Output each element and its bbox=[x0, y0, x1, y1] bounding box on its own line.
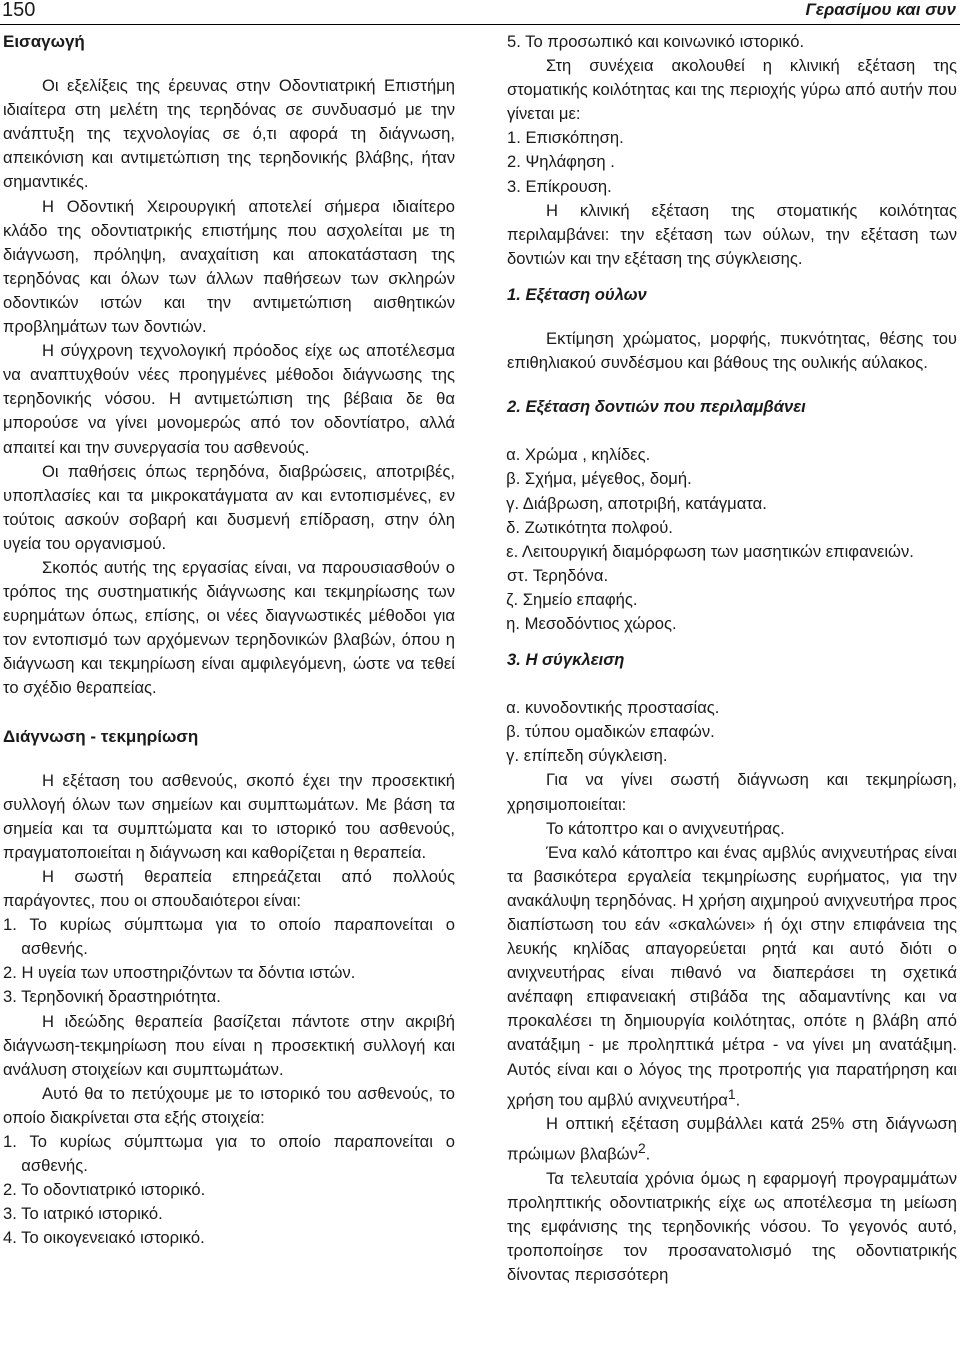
list-item: β. τύπου ομαδικών επαφών. bbox=[506, 722, 715, 742]
diagnosis-paragraph: Η σωστή θεραπεία επηρεάζεται από πολλούς παράγοντες, που οι σπουδαιότεροι είναι: bbox=[3, 867, 455, 911]
intro-heading: Εισαγωγή bbox=[3, 32, 85, 51]
recent-paragraph: Τα τελευταία χρόνια όμως η εφαρμογή προγραμμάτων προληπτικής οδοντιατρικής είχε ως αποτέλεσμα τη μείωση της εμφάνισης της τερηδονικής νόσου. Το γεγονός αυτό, τροποποίησε τον προσανατολισμό της οδοντιατρικής δίνοντας περισσότερη bbox=[507, 1169, 957, 1285]
intro-paragraph: Η Οδοντική Χειρουργική αποτελεί σήμερα ιδιαίτερο κλάδο της οδοντιατρικής επιστήμης που ασχολείται με τη διάγνωση, πρόληψη, αναχαίτιση και αποκατάσταση της τερηδόνας και όλων των άλλων παθήσεων των σκληρών οδοντικών ιστών και την αντιμετώπιση αισθητικών προβλημάτων των δοντιών. bbox=[3, 196, 455, 337]
mirror-text: Ένα καλό κάτοπτρο και ένας αμβλύς ανιχνευτήρας είναι τα βασικότερα εργαλεία τεκμηρίωσης ευρήματος, για την ανακάλυψη τερηδόνας. Η χρήση αιχμηρού ανιχνευτήρα προς διαπίστωση του εάν «σκαλώνει» ή όχι στην επιφάνεια της λευκής κηλίδας απαγορεύεται ρητά και αυτό διότι ο ανιχνευτήρας είναι πιθανό να διαπεράσει τη σχετικά ανέπαφη επιφανειακή στιβάδα της αδαμαντίνης και να προκαλέσει τη δημιουργία κοιλότητας, οπότε η βλάβη από ανατάξιμη - με προληπτικά μέτρα - να γίνει μη ανατάξιμη. Αυτός είναι και ο λόγος της προτροπής για παρατήρηση και χρήση του αμβλύ ανιχνευτήρα bbox=[507, 842, 957, 1110]
list-item: 5. Το προσωπικό και κοινωνικό ιστορικό. bbox=[507, 32, 805, 51]
list-item: 4. Το οικογενειακό ιστορικό. bbox=[3, 1228, 205, 1248]
list-item: 2. Το οδοντιατρικό ιστορικό. bbox=[3, 1180, 206, 1200]
intro-paragraph: Οι εξελίξεις της έρευνας στην Οδοντιατρική Επιστήμη ιδιαίτερα στη μελέτη της τερηδόνας σε συνδυασμό με την ανάπτυξη της τεχνολογίας σε ό,τι αφορά τη διάγνωση, απεικόνιση και αντιμετώπιση της τερηδονικής βλάβης, ήταν σημαντικές. bbox=[3, 76, 455, 192]
list-item: α. κυνοδοντικής προστασίας. bbox=[506, 698, 720, 718]
gums-paragraph: Εκτίμηση χρώματος, μορφής, πυκνότητας, θέσης του επιθηλιακού συνδέσμου και βάθους της ουλικής αύλακος. bbox=[507, 329, 957, 373]
diagnosis-heading: Διάγνωση - τεκμηρίωση bbox=[3, 726, 199, 746]
diagnosis-paragraph: Αυτό θα το πετύχουμε με το ιστορικό του ασθενούς, το οποίο διακρίνεται στα εξής στοιχεία: bbox=[3, 1083, 455, 1127]
list-item: η. Μεσοδόντιος χώρος. bbox=[506, 613, 677, 633]
list-item: δ. Ζωτικότητα πολφού. bbox=[506, 517, 673, 537]
list-item: 3. Τερηδονική δραστηριότητα. bbox=[3, 987, 221, 1007]
list-item: 1. Επισκόπηση. bbox=[507, 128, 624, 148]
list-item: 1. Το κυρίως σύμπτωμα για το οποίο παραπονείται ο ασθενής. bbox=[3, 915, 455, 959]
right-column bbox=[507, 30, 957, 1287]
list-item: 2. Ψηλάφηση . bbox=[507, 152, 615, 172]
tools-line: Το κάτοπτρο και ο ανιχνευτήρας. bbox=[546, 818, 785, 838]
occlusion-heading: 3. Η σύγκλειση bbox=[507, 650, 625, 670]
list-item: α. Χρώμα , κηλίδες. bbox=[506, 445, 651, 465]
diagnosis-paragraph: Η εξέταση του ασθενούς, σκοπό έχει την προσεκτική συλλογή όλων των σημείων και συμπτωμάτων. Με βάση τα σημεία και τα συμπτώματα και το ιστορικό του ασθενούς, πραγματοποιείται η διάγνωση και καθορίζεται η θεραπεία. bbox=[3, 770, 455, 862]
list-item: 2. Η υγεία των υποστηριζόντων τα δόντια ιστών. bbox=[3, 963, 356, 983]
visual-paragraph: Η οπτική εξέταση συμβάλλει κατά 25% στη διάγνωση πρώιμων βλαβών$^2$. bbox=[507, 1114, 957, 1164]
diagnosis-paragraph: Η ιδεώδης θεραπεία βασίζεται πάντοτε στην ακριβή διάγνωση-τεκμηρίωση που είναι η προσεκτική συλλογή και ανάλυση στοιχείων και συμπτωμάτων. bbox=[3, 1011, 455, 1079]
list-item: στ. Τερηδόνα. bbox=[507, 565, 609, 585]
left-column bbox=[3, 30, 455, 1251]
visual-text: Η οπτική εξέταση συμβάλλει κατά 25% στη διάγνωση πρώιμων βλαβών bbox=[507, 1114, 957, 1164]
clinical-paragraph: Στη συνέχεια ακολουθεί η κλινική εξέταση της στοματικής κοιλότητας και της περιοχής γύρω από αυτήν που γίνεται με: bbox=[507, 56, 957, 124]
list-item: ε. Λειτουργική διαμόρφωση των μασητικών επιφανειών. bbox=[506, 541, 914, 561]
list-item: ζ. Σημείο επαφής. bbox=[506, 589, 638, 609]
page-number: 150 bbox=[2, 0, 36, 21]
citation-2: 2 bbox=[637, 1140, 646, 1157]
list-item: 3. Το ιατρικό ιστορικό. bbox=[3, 1204, 163, 1224]
intro-paragraph: Σκοπός αυτής της εργασίας είναι, να παρουσιασθούν ο τρόπος της συστηματικής διάγνωσης και τεκμηρίωσης των ευρημάτων όπως, επίσης, οι νέες διαγνωστικές μέθοδοι για τον εντοπισμό των αρχόμενων τερηδονικών βλαβών, όπου η διάγνωση και τεκμηρίωση είναι αμφιλεγόμενη, ώστε να τεθεί το σχέδιο θεραπείας. bbox=[3, 557, 455, 698]
running-head: Γερασίμου και συν bbox=[805, 0, 956, 19]
list-item: γ. Διάβρωση, αποτριβή, κατάγματα. bbox=[506, 493, 767, 513]
list-item: β. Σχήμα, μέγεθος, δομή. bbox=[506, 469, 692, 489]
intro-paragraph: Οι παθήσεις όπως τερηδόνα, διαβρώσεις, αποτριβές, υποπλασίες και τα μικροκατάγματα αν και εντοπισμένες, εν τούτοις ασκούν σοβαρή και δυσμενή επίδραση, στην όλη υγεία του οργανισμού. bbox=[3, 461, 455, 553]
page-header bbox=[0, 0, 960, 25]
list-item: 3. Επίκρουση. bbox=[507, 176, 612, 196]
teeth-heading: 2. Εξέταση δοντιών που περιλαμβάνει bbox=[507, 397, 806, 417]
clinical-paragraph: Η κλινική εξέταση της στοματικής κοιλότητας περιλαμβάνει: την εξέταση των ούλων, την εξέταση των δοντιών και την εξέταση της σύγκλεισης. bbox=[507, 200, 957, 268]
citation-1: 1 bbox=[727, 1085, 736, 1102]
mirror-paragraph: Ένα καλό κάτοπτρο και ένας αμβλύς ανιχνευτήρας είναι τα βασικότερα εργαλεία τεκμηρίωσης ευρήματος, για την ανακάλυψη τερηδόνας. Η χρήση αιχμηρού ανιχνευτήρα προς διαπίστωση του εάν «σκαλώνει» ή όχι στην επιφάνεια της λευκής κηλίδας απαγορεύεται ρητά και αυτό διότι ο ανιχνευτήρας είναι πιθανό να διαπεράσει τη σχετικά ανέπαφη επιφανειακή στιβάδα της αδαμαντίνης και να προκαλέσει τη δημιουργία κοιλότητας, οπότε η βλάβη από ανατάξιμη - με προληπτικά μέτρα - να γίνει μη ανατάξιμη. Αυτός είναι και ο λόγος της προτροπής για παρατήρηση και χρήση του αμβλύ ανιχνευτήρα$^1$. bbox=[507, 842, 957, 1110]
intro-paragraph: Η σύγχρονη τεχνολογική πρόοδος είχε ως αποτέλεσμα να αναπτυχθούν νέες προηγμένες μέθοδοι διάγνωσης της τερηδονικής νόσου. Η αντιμετώπιση της βέβαια δε θα μπορούσε να γίνει μονομερώς από τον οδοντίατρο, αλλά απαιτεί και την συνεργασία του ασθενούς. bbox=[3, 341, 455, 457]
list-item: γ. επίπεδη σύγκλειση. bbox=[506, 746, 668, 766]
tools-paragraph: Για να γίνει σωστή διάγνωση και τεκμηρίωση, χρησιμοποιείται: bbox=[507, 770, 957, 814]
list-item: 1. Το κυρίως σύμπτωμα για το οποίο παραπονείται ο ασθενής. bbox=[3, 1132, 455, 1176]
gums-heading: 1. Εξέταση ούλων bbox=[507, 284, 647, 304]
